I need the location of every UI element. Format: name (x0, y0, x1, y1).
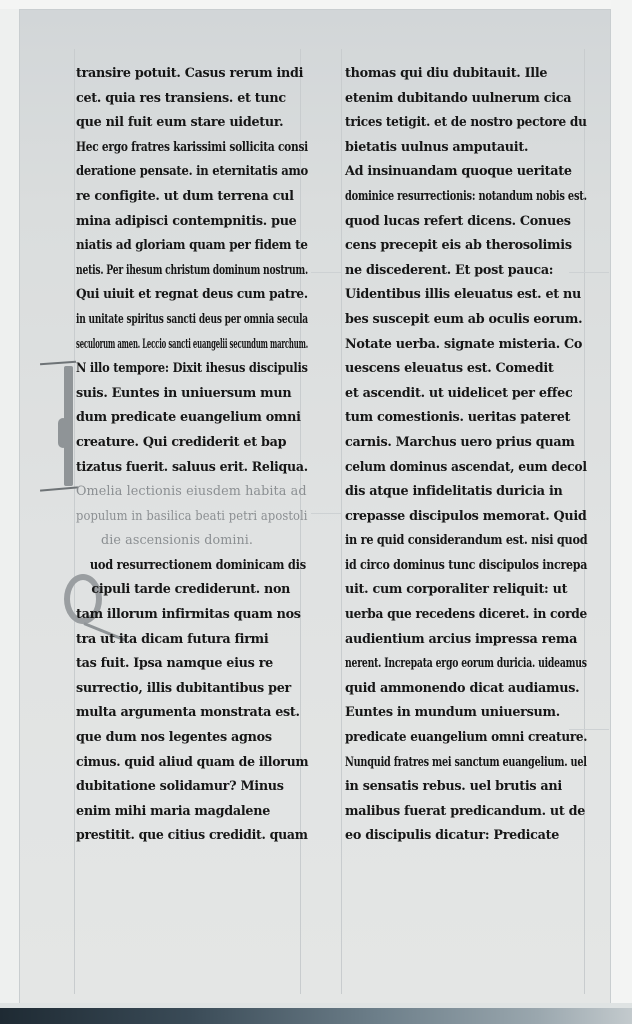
text-line: nerent. Increpata ergo eorum duricia. uideamus (345, 656, 587, 672)
text-line: Qui uiuit et regnat deus cum patre. (76, 287, 308, 303)
text-line: cimus. quid aliud quam de illorum (76, 754, 309, 770)
text-line: audientium arcius impressa rema (345, 631, 578, 647)
text-line: dum predicate euangelium omni (76, 410, 301, 426)
text-line: Notate uerba. signate misteria. Co (345, 336, 583, 352)
text-line: Uidentibus illis eleuatus est. et nu (345, 287, 582, 303)
rubric-heading-homily: die ascensionis domini. (101, 533, 254, 549)
text-line: tizatus fuerit. saluus erit. Reliqua. (76, 459, 308, 475)
text-line: id circo dominus tunc discipulos increpa (345, 557, 588, 573)
text-line: transire potuit. Casus rerum indi (76, 66, 304, 81)
text-line: in re quid considerandum est. nisi quod (345, 533, 588, 549)
text-line: creature. Qui crediderit et bap (76, 434, 287, 450)
text-line: dis atque infidelitatis duricia in (345, 484, 563, 500)
text-line: enim mihi maria magdalene (76, 803, 271, 819)
text-line: uod resurrectionem dominicam dis (89, 557, 306, 573)
text-line: trices tetigit. et de nostro pectore du (345, 115, 587, 131)
text-line: que nil fuit eum stare uidetur. (76, 115, 284, 131)
text-line: tas fuit. Ipsa namque eius re (76, 656, 273, 672)
left-column (76, 62, 316, 849)
photo-border-right (611, 0, 632, 1008)
text-line: Hec ergo fratres karissimi sollicita consi (76, 139, 308, 155)
text-line: uit. cum corporaliter reliquit: ut (345, 582, 568, 598)
text-line: in unitate spiritus sancti deus per omnia secula (76, 311, 308, 327)
text-line: re configite. ut dum terrena cul (76, 188, 294, 204)
text-line: crepasse discipulos memorat. Quid (345, 508, 587, 524)
text-line: quod lucas refert dicens. Conues (345, 213, 571, 229)
text-line: uerba que recedens diceret. in corde (345, 607, 588, 623)
text-line: multa argumenta monstrata est. (76, 705, 300, 721)
text-line: bietatis uulnus amputauit. (345, 139, 529, 155)
text-line: prestitit. que citius credidit. quam (76, 828, 308, 844)
text-line: celum dominus ascendat, eum decol (345, 459, 587, 475)
text-line: dubitatione solidamur? Minus (76, 779, 284, 795)
text-line: Ad insinuandam quoque ueritate (345, 164, 572, 180)
text-line: Nunquid fratres mei sanctum euangelium. uel (345, 754, 587, 770)
text-line: Euntes in mundum uniuersum. (345, 705, 560, 721)
text-line: netis. Per ihesum christum dominum nostrum. (76, 262, 308, 278)
text-line: niatis ad gloriam quam per fidem te (76, 238, 308, 254)
text-line: dominice resurrectionis: notandum nobis est. (345, 188, 587, 204)
text-line: tum comestionis. ueritas pateret (345, 410, 571, 426)
photo-border-top (0, 0, 632, 9)
photo-background-strip (0, 1008, 632, 1024)
text-line: bes suscepit eum ab oculis eorum. (345, 311, 583, 327)
text-line: cet. quia res transiens. et tunc (76, 90, 286, 106)
text-line: tra ut ita dicam futura firmi (76, 631, 269, 647)
text-line: in sensatis rebus. uel brutis ani (345, 779, 562, 795)
text-line: thomas qui diu dubitauit. Ille (345, 66, 548, 81)
text-line: predicate euangelium omni creature. (345, 730, 588, 746)
ruling-line-right-inner (341, 49, 342, 994)
text-line: tam illorum infirmitas quam nos (76, 607, 301, 623)
rubric-heading-gospel: seculorum amen. Leccio sancti euangelii secundum marchum. (76, 336, 308, 352)
rubric-heading-homily: Omelia lectionis eiusdem habita ad (76, 484, 307, 500)
text-line: deratione pensate. in eternitatis amo (76, 164, 309, 180)
text-line: cens precepit eis ab therosolimis (345, 238, 572, 254)
text-line: cipuli tarde crediderunt. non (91, 582, 291, 598)
right-column (345, 62, 595, 849)
text-line: malibus fuerat predicandum. ut de (345, 803, 586, 819)
rubric-heading-homily: populum in basilica beati petri apostoli (76, 508, 308, 524)
text-line: suis. Euntes in uniuersum mun (76, 385, 292, 401)
text-line: N illo tempore: Dixit ihesus discipulis (76, 361, 308, 377)
text-line: et ascendit. ut uidelicet per effec (345, 385, 573, 401)
text-line: eo discipulis dicatur: Predicate (345, 828, 560, 844)
text-line: etenim dubitando uulnerum cica (345, 90, 572, 106)
decorated-initial-i (40, 360, 80, 492)
text-line: mina adipisci contempnitis. pue (76, 213, 297, 229)
text-line: carnis. Marchus uero prius quam (345, 434, 575, 450)
text-line: que dum nos legentes agnos (76, 730, 272, 746)
text-line: ne discederent. Et post pauca: (345, 262, 554, 278)
ruling-line-left-outer (74, 49, 75, 994)
text-line: uescens eleuatus est. Comedit (345, 361, 554, 377)
text-line: surrectio, illis dubitantibus per (76, 680, 291, 696)
text-line: quid ammonendo dicat audiamus. (345, 680, 580, 696)
